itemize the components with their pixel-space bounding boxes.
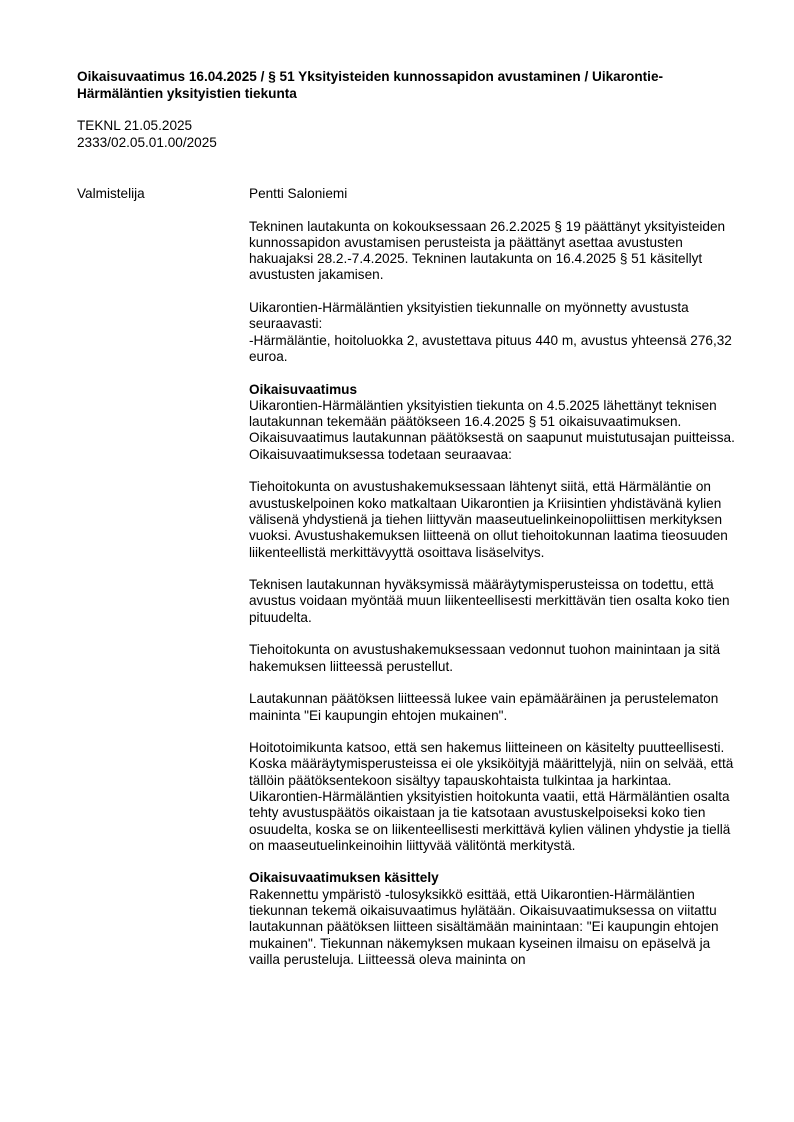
heading-claim: Oikaisuvaatimus bbox=[249, 381, 358, 397]
paragraph-processing: Rakennettu ympäristö -tulosyksikkö esittää, että Uikarontien-Härmäläntien tiekunnan tekemä oikaisuvaatimus hylätään. Oikaisuvaatimuksessa on viitattu lautakunnan päätöksen liitteen sisältämään mainintaan: "Ei kaupungin ehtojen mukainen". Tiekunnan näkemyksen mukaan kyseinen ilmaisu on epäselvä ja vailla perusteluja. Liitteessä oleva maininta on bbox=[249, 886, 719, 967]
board-date: TEKNL 21.05.2025 bbox=[77, 118, 193, 133]
paragraph-grant-detail: -Härmäläntie, hoitoluokka 2, avustettava pituus 440 m, avustus yhteensä 276,32 euroa. bbox=[249, 332, 732, 364]
paragraph-committee-view: Hoitotoimikunta katsoo, että sen hakemus liitteineen on käsitelty puutteellisesti. Koska määräytymisperusteissa ei ole yksiköityjä määrittelyjä, niin on selvää, että tällöin päätöksentekoon sisältyy tapauskohtaista tulkintaa ja harkintaa. Uikarontien-Härmäläntien yksityistien hoitokunta vaatii, että Härmäläntien osalta tehty avustuspäätös oikaistaan ja tie katsotaan avustuskelpoiseksi koko tien osuudelta, koska se on liikenteellisesti merkittävä kylien välinen yhdystie ja tiellä on maaseutuelinkeinoihin liittyvää välitöntä merkitystä. bbox=[249, 740, 734, 853]
preparer-name: Pentti Saloniemi bbox=[249, 186, 348, 201]
paragraph-criteria: Teknisen lautakunnan hyväksymissä määräytymisperusteissa on todettu, että avustus voidaan myöntää muun liikenteellisesti merkittävän tien osalta koko tien pituudelta. bbox=[249, 577, 730, 625]
paragraph-grant-intro: Uikarontien-Härmäläntien yksityistien tiekunnalle on myönnetty avustusta seuraavasti: bbox=[249, 300, 689, 332]
preparer-label: Valmistelija bbox=[77, 186, 145, 201]
paragraph-background: Tekninen lautakunta on kokouksessaan 26.2.2025 § 19 päättänyt yksityisteiden kunnossapidon avustamisen perusteista ja päättänyt asettaa avustusten hakuajaksi 28.2.-7.4.2025. Tekninen lautakunta on 16.4.2025 § 51 käsitellyt avustusten jakamisen. bbox=[249, 218, 726, 283]
paragraph-claim-intro: Uikarontien-Härmäläntien yksityistien tiekunta on 4.5.2025 lähettänyt teknisen lautakunnan tekemään päätökseen 16.4.2025 § 51 oikaisuvaatimuksen. Oikaisuvaatimus lautakunnan päätöksestä on saapunut muistutusajan puitteissa. Oikaisuvaatimuksessa todetaan seuraavaa: bbox=[249, 397, 735, 462]
document-meta bbox=[77, 118, 217, 151]
diary-number: 2333/02.05.01.00/2025 bbox=[77, 134, 217, 150]
document-body bbox=[249, 186, 739, 985]
document-title: Oikaisuvaatimus 16.04.2025 / § 51 Yksityisteiden kunnossapidon avustaminen / Uikarontie-Härmäläntien yksityistien tiekunta bbox=[77, 69, 664, 101]
heading-processing: Oikaisuvaatimuksen käsittely bbox=[249, 870, 439, 886]
paragraph-annex-note: Lautakunnan päätöksen liitteessä lukee vain epämääräinen ja perustelematon maininta "Ei kaupungin ehtojen mukainen". bbox=[249, 691, 719, 723]
paragraph-claim-basis: Tiehoitokunta on avustushakemuksessaan lähtenyt siitä, että Härmäläntie on avustuskelpoinen koko matkaltaan Uikarontien ja Kriisintien yhdistävänä kylien välisenä yhdystienä ja tiehen liittyvän maaseutuelinkeinopoliittisen merkityksen vuoksi. Avustushakemuksen liitteenä on ollut tiehoitokunnan laatima tieosuuden liikenteellistä merkittävyyttä osoittava lisäselvitys. bbox=[249, 479, 728, 560]
paragraph-appeal-reference: Tiehoitokunta on avustushakemuksessaan vedonnut tuohon mainintaan ja sitä hakemuksen liitteessä perustellut. bbox=[249, 642, 721, 674]
